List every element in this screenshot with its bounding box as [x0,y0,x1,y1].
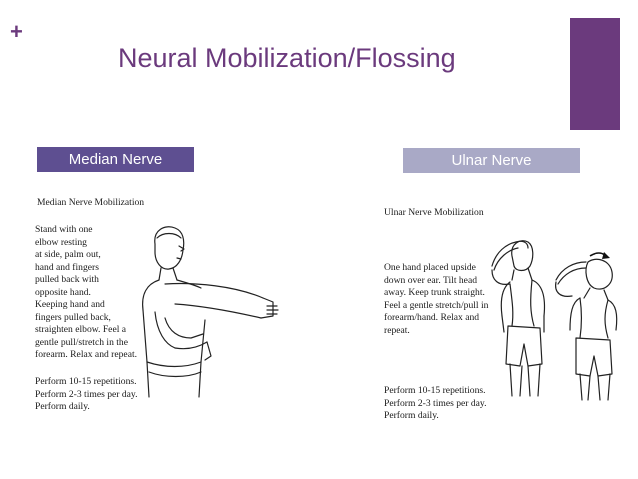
instruction-line: One hand placed upside [384,262,476,273]
instruction-line: gentle pull/stretch in the [35,336,128,348]
instruction-line: away. Keep trunk straight. [384,287,485,298]
instruction-line: at side, palm out, [35,249,101,260]
tilt-arrow-icon [590,252,610,259]
instruction-line: Stand with one [35,224,93,235]
ulnar-subtitle: Ulnar Nerve Mobilization [384,207,484,218]
instruction-line: hand and fingers [35,261,99,273]
instruction-line: forearm/hand. Relax and [384,312,480,323]
dosage-line: Perform 10-15 repetitions. [35,376,137,387]
slide-title: Neural Mobilization/Flossing [118,43,456,73]
dosage-line: Perform 2-3 times per day. [384,397,487,409]
instruction-line: down over ear. Tilt head [384,274,477,286]
instruction-line: fingers pulled back, [35,311,111,323]
median-instructions [35,224,137,362]
instruction-line: repeat. [384,324,410,336]
instruction-line: forearm. Relax and repeat. [35,349,138,360]
median-subtitle: Median Nerve Mobilization [37,197,145,208]
dosage-line: Perform daily. [384,410,439,421]
ulnar-nerve-stretch-figure-2 [552,252,624,402]
ulnar-nerve-stretch-figure-1 [488,236,560,402]
instruction-line: pulled back with [35,274,99,285]
ulnar-instructions [384,262,488,337]
corner-accent-bar [570,18,620,130]
plus-icon: + [10,19,23,44]
dosage-line: Perform daily. [35,401,90,412]
instruction-line: Feel a gentle stretch/pull in [384,299,489,311]
instruction-line: elbow resting [35,236,87,248]
instruction-line: straighten elbow. Feel a [35,324,127,335]
median-nerve-header: Median Nerve [37,147,194,172]
dosage-line: Perform 10-15 repetitions. [384,385,486,396]
ulnar-nerve-header: Ulnar Nerve [403,148,580,173]
instruction-line: opposite hand. [35,286,91,298]
dosage-line: Perform 2-3 times per day. [35,388,138,400]
median-nerve-stretch-figure [135,222,285,400]
median-dosage [35,376,137,414]
ulnar-dosage [384,385,486,423]
instruction-line: Keeping hand and [35,299,105,310]
